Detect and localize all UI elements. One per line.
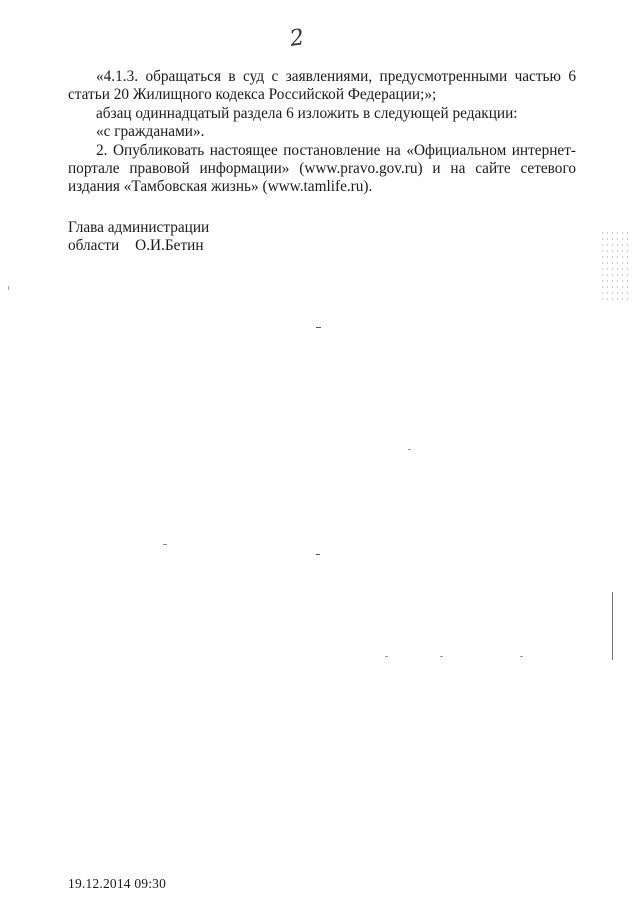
signature-line-2 <box>68 237 209 255</box>
paragraph-3: «с гражданами». <box>96 123 205 141</box>
scan-edge-line <box>612 592 613 660</box>
signature-block <box>68 219 209 256</box>
scan-speck <box>316 327 321 328</box>
document-body <box>68 68 576 197</box>
scan-speck <box>316 554 320 555</box>
scan-speck <box>385 656 388 657</box>
signature-title: Глава администрации <box>68 219 210 236</box>
scan-speck <box>520 656 523 657</box>
paragraph-2: абзац одиннадцатый раздела 6 изложить в следующей редакции: <box>96 104 518 122</box>
signature-title-2: области <box>68 237 120 255</box>
scan-speck <box>408 449 411 450</box>
scan-noise <box>600 230 628 300</box>
scan-speck <box>440 656 443 657</box>
scan-speck <box>8 286 9 290</box>
print-timestamp: 19.12.2014 09:30 <box>68 876 167 891</box>
paragraph-4: 2. Опубликовать настоящее постановление на «Официальном интернет-портале правовой информации» (www.pravo.gov.ru) и на сайте сетевого издания «Тамбовская жизнь» (www.tamlife.ru). <box>68 141 576 196</box>
page-number: 2 <box>288 25 306 52</box>
scan-speck <box>163 544 167 545</box>
signatory-name: О.И.Бетин <box>135 237 204 255</box>
paragraph-1: «4.1.3. обращаться в суд с заявлениями, предусмотренными частью 6 статьи 20 Жилищного кодекса Российской Федерации;»; <box>68 68 576 104</box>
